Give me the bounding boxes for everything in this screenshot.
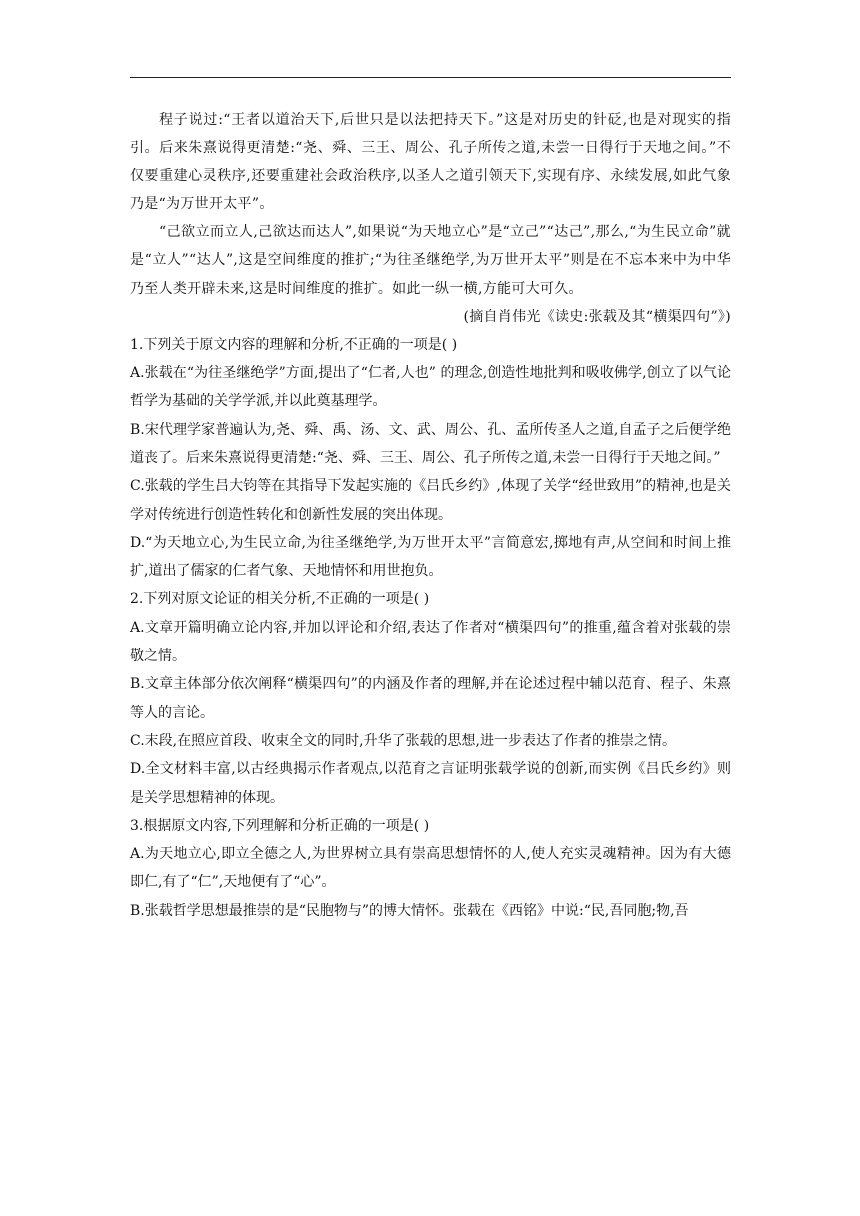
option-d: D.“为天地立心,为生民立命,为往圣继绝学,为万世开太平”言简意宏,掷地有声,从空间和时间上推扩,道出了儒家的仁者气象、天地情怀和用世抱负。 [130, 534, 731, 580]
document-body [130, 106, 731, 925]
option-c: C.末段,在照应首段、收束全文的同时,升华了张载的思想,进一步表达了作者的推崇之情。 [130, 732, 677, 749]
option-c: C.张载的学生吕大钧等在其指导下发起实施的《吕氏乡约》,体现了关学“经世致用”的精神,也是关学对传统进行创造性转化和创新性发展的突出体现。 [130, 478, 731, 523]
question-stem: 2.下列对原文论证的相关分析,不正确的一项是( ) [130, 591, 430, 608]
passage-paragraph-2: “己欲立而立人,己欲达而达人”,如果说“为天地立心”是“立己”“达己”,那么,“为生民立命”就是“立人”“达人”,这是空间维度的推扩;“为往圣继绝学,为万世开太平”则是在不忘本来中为中华乃至人类开辟未来,这是时间维度的推扩。如此一纵一横,方能可大可久。 [130, 224, 731, 297]
option-a: A.为天地立心,即立全德之人,为世界树立具有崇高思想情怀的人,使人充实灵魂精神。因为有大德即仁,有了“仁”,天地便有了“心”。 [130, 846, 731, 891]
option-b: B.文章主体部分依次阐释“横渠四句”的内涵及作者的理解,并在论述过程中辅以范育、程子、朱熹等人的言论。 [130, 676, 731, 721]
question-1 [130, 331, 731, 586]
option-a: A.文章开篇明确立论内容,并加以评论和介绍,表达了作者对“横渠四句”的推重,蕴含着对张载的崇敬之情。 [130, 619, 731, 665]
question-3 [130, 812, 731, 925]
passage-source: (摘自肖伟光《读史:张载及其“横渠四句”》) [463, 308, 731, 325]
question-2 [130, 585, 731, 811]
option-b: B.宋代理学家普遍认为,尧、舜、禹、汤、文、武、周公、孔、孟所传圣人之道,自孟子之后便学绝道丧了。后来朱熹说得更清楚:“尧、舜、三王、周公、孔子所传之道,未尝一日得行于天地之间。” [130, 421, 731, 466]
question-stem: 1.下列关于原文内容的理解和分析,不正确的一项是( ) [130, 336, 458, 353]
option-a: A.张载在“为往圣继绝学”方面,提出了“仁者,人也” 的理念,创造性地批判和吸收佛学,创立了以气论哲学为基础的关学学派,并以此奠基理学。 [130, 365, 731, 410]
option-d: D.全文材料丰富,以古经典揭示作者观点,以范育之言证明张载学说的创新,而实例《吕氏乡约》则是关学思想精神的体现。 [130, 761, 731, 806]
option-b: B.张载哲学思想最推崇的是“民胞物与”的博大情怀。张载在《西铭》中说:“民,吾同胞;物,吾 [130, 902, 689, 919]
passage-paragraph-1: 程子说过:“王者以道治天下,后世只是以法把持天下。”这是对历史的针砭,也是对现实的指引。后来朱熹说得更清楚:“尧、舜、三王、周公、孔子所传之道,未尝一日得行于天地之间。”不仅要重建心灵秩序,还要重建社会政治秩序,以圣人之道引领天下,实现有序、永续发展,如此气象乃是“为万世开太平”。 [130, 112, 731, 213]
question-stem: 3.根据原文内容,下列理解和分析正确的一项是( ) [130, 817, 430, 834]
header-rule [130, 77, 731, 78]
